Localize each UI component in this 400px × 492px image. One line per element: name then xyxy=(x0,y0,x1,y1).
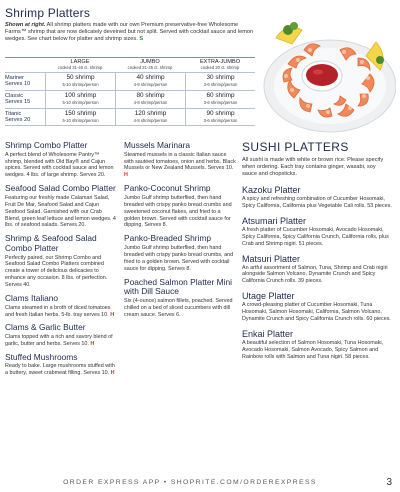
item-body: Clams steamed in a broth of diced tomatoes and fresh Italian herbs. 5-lb. tray serves 10. xyxy=(5,304,111,318)
item-body: Steamed mussels in a classic Italian sauce with sautéed tomatoes, onion and herbs. Black Mussels or New Zealand Mussels. Serves 10. xyxy=(124,151,236,172)
item-body: Clams topped with a rich and savory blend of garlic, butter and herbs. Serves 10. xyxy=(5,334,113,347)
table-cell xyxy=(185,73,255,90)
shrimp-count: 80 shrimp xyxy=(136,92,165,99)
menu-item xyxy=(5,323,117,347)
sushi-section-title: SUSHI PLATTERS xyxy=(242,140,349,154)
page-number: 3 xyxy=(386,477,392,488)
per-person: 3-6 shrimp/person xyxy=(203,81,238,87)
item-title: Panko-Breaded Shrimp xyxy=(124,233,212,244)
shrimp-count: 40 shrimp xyxy=(136,74,165,81)
sushi-platters-column xyxy=(242,141,392,367)
item-title: Atsumari Platter xyxy=(242,215,307,226)
item-description xyxy=(124,152,236,180)
menu-item xyxy=(124,141,236,179)
table-cell xyxy=(115,91,185,108)
shrimp-count: 30 shrimp xyxy=(206,74,235,81)
seafood-column-middle xyxy=(124,141,236,323)
table-cell xyxy=(45,109,115,125)
item-title: Matsuri Platter xyxy=(242,253,301,264)
column-sub: cooked 21-25 ct. shrimp xyxy=(127,65,173,70)
platter-serves: Serves 20 xyxy=(5,117,31,124)
column-label: EXTRA-JUMBO xyxy=(199,59,241,65)
section-title: Shrimp Platters xyxy=(5,6,91,20)
item-description: Perfectly paired, our Shrimp Combo and Seafood Salad Combo Platters combined create a tower of delicious delicacies to enhance any occasion. 8 lbs. of perfection. Serves 40. xyxy=(5,254,108,289)
shrimp-count: 50 shrimp xyxy=(66,74,95,81)
per-person: 5-10 shrimp/person xyxy=(62,81,99,87)
menu-item xyxy=(242,254,392,286)
column-header xyxy=(115,58,185,72)
item-title: Enkai Platter xyxy=(242,328,294,339)
seafood-column-left xyxy=(5,141,117,382)
heat-mark: H xyxy=(110,311,115,318)
menu-item xyxy=(124,278,236,319)
platter-serves: Serves 15 xyxy=(5,99,31,106)
menu-item xyxy=(242,329,392,361)
shrimp-size-table xyxy=(5,57,255,126)
item-description: Jumbo Gulf shrimp butterflied, then hand breaded with crispy panko bread crumbs and sweetened coconut flakes, and fried to a golden brown. Served with cocktail sauce for dipping. Serves 8. xyxy=(124,194,232,229)
item-description: A beautiful selection of Salmon Hosomaki, Tuna Hosomaki, Avocado Hosomaki, Salmon Avocado, Spicy Salmon and Rainbow rolls with Salmon and Tuna nigiri. 58 pieces. xyxy=(242,339,384,360)
item-description: A fresh platter of Cucumber Hosomaki, Avocado Hosomaki, Spicy California, Spicy California Crunch, California rolls, plus Crab and Shrimp nigiri. 51 pieces. xyxy=(242,226,389,247)
item-description: An artful assortment of Salmon, Tuna, Shrimp and Crab nigiri alongside Salmon Volcano, Dynamite Crunch and Spicy California Crunch rolls. 39 pieces. xyxy=(242,264,388,285)
table-cell xyxy=(45,91,115,108)
column-header xyxy=(185,58,255,72)
menu-item xyxy=(5,353,117,377)
sushi-intro: All sushi is made with white or brown rice. Please specify when ordering. Each tray contains ginger, wasabi, soy sauce and chopsticks. xyxy=(242,157,384,177)
table-row xyxy=(5,90,255,108)
item-title: Poached Salmon Platter Mini with Dill Sauce xyxy=(124,276,232,297)
steamed-mark: S xyxy=(139,36,144,43)
per-person: 5-10 shrimp/person xyxy=(62,117,99,123)
per-person: 3-6 shrimp/person xyxy=(203,117,238,123)
item-description xyxy=(5,363,117,377)
table-cell xyxy=(115,109,185,125)
row-name xyxy=(5,73,45,90)
page-footer xyxy=(0,477,400,491)
per-person: 5-10 shrimp/person xyxy=(62,99,99,105)
menu-item xyxy=(242,291,392,323)
platter-serves: Serves 10 xyxy=(5,81,31,88)
shrimp-count: 100 shrimp xyxy=(64,92,97,99)
shrimp-count: 120 shrimp xyxy=(134,110,167,117)
shrimp-platters-intro xyxy=(5,6,257,44)
table-row xyxy=(5,72,255,90)
menu-item xyxy=(5,294,117,318)
order-express-link[interactable]: ORDER EXPRESS APP • SHOPRITE.COM/ORDEREXPRESS xyxy=(63,479,317,486)
heat-mark: H xyxy=(124,172,128,179)
column-sub: cooked 31-40 ct. shrimp xyxy=(57,65,103,70)
table-corner xyxy=(5,58,45,72)
per-person: 4-8 shrimp/person xyxy=(133,117,168,123)
item-title: Panko-Coconut Shrimp xyxy=(124,183,211,194)
shrimp-count: 90 shrimp xyxy=(206,110,235,117)
item-title: Kazoku Platter xyxy=(242,185,301,195)
platter-name: Titanic xyxy=(5,111,22,117)
shrimp-count: 60 shrimp xyxy=(206,92,235,99)
item-title: Shrimp Combo Platter xyxy=(5,140,88,150)
item-description: Six (4-ounce) salmon fillets, poached. Served chilled on a bed of sliced cucumbers with dill cream sauce. Serves 6. xyxy=(124,297,233,318)
item-title: Shrimp & Seafood Salad Combo Platter xyxy=(5,233,97,253)
shrimp-count: 150 shrimp xyxy=(64,110,97,117)
column-sub: cooked 20 ct. shrimp xyxy=(200,65,240,70)
table-cell xyxy=(185,109,255,125)
item-description xyxy=(5,305,117,319)
platter-name: Mariner xyxy=(5,75,24,81)
row-name xyxy=(5,109,45,125)
menu-item xyxy=(5,141,117,179)
table-cell xyxy=(45,73,115,90)
item-title: Stuffed Mushrooms xyxy=(5,351,78,362)
item-title: Clams & Garlic Butter xyxy=(5,322,86,333)
item-description: Jumbo Gulf shrimp butterflied, then hand breaded with crispy panko bread crumbs, and fried to a golden brown. Served with cocktail sauce for dipping. Serves 8. xyxy=(124,244,234,272)
item-title: Mussels Marinara xyxy=(124,140,191,150)
item-description: A spicy and refreshing combination of Cucumber Hosomaki, Spicy California, California plus Vegetable Cali rolls. 53 pieces. xyxy=(242,196,392,209)
table-cell xyxy=(185,91,255,108)
row-name xyxy=(5,91,45,108)
item-title: Utage Platter xyxy=(242,291,295,302)
table-header xyxy=(5,58,255,72)
menu-item xyxy=(124,184,236,229)
menu-item xyxy=(5,234,117,289)
per-person: 4-8 shrimp/person xyxy=(133,81,168,87)
menu-item xyxy=(5,184,117,229)
menu-item xyxy=(242,216,392,248)
heat-mark: H xyxy=(110,370,115,377)
platter-name: Classic xyxy=(5,93,24,99)
item-body: Ready to bake. Large mushrooms stuffed with a buttery, sweet crabmeat filling. Serves 10. xyxy=(5,363,115,377)
per-person: 4-8 shrimp/person xyxy=(133,99,168,105)
intro-lead: Shown at right. xyxy=(5,22,46,28)
item-description xyxy=(5,334,117,348)
intro-text xyxy=(5,22,257,44)
menu-item xyxy=(242,185,392,210)
item-title: Seafood Salad Combo Platter xyxy=(5,183,116,194)
table-row xyxy=(5,108,255,126)
column-label: JUMBO xyxy=(140,59,160,65)
item-title: Clams Italiano xyxy=(5,293,59,304)
menu-item xyxy=(124,234,236,272)
shrimp-platter-photo xyxy=(258,4,396,136)
item-description: A crowd-pleasing platter of Cucumber Hosomaki, Tuna Hosomaki, Salmon Hosomaki, California, Salmon Volcano, Dynamite Crunch and Spicy California Crunch rolls. 60 pieces. xyxy=(242,302,391,323)
heat-mark: H xyxy=(90,340,95,347)
item-description: Featuring our freshly made Calamari Salad, Fruit De Mar, Seafood Salad and Cajun Seafood Salad. Garnished with our Crab Blend, green leaf lettuce and lemon wedges. 4 lbs. of seafood salads. Serves 20. xyxy=(5,194,116,229)
table-cell xyxy=(115,73,185,90)
item-description: A perfect blend of Wholesome Pantry™ shrimp, blended with Old Bay® and Cajun spices. Served with cocktail sauce and lemon wedges. 4 lbs. of large shrimp. Serves 20. xyxy=(5,151,114,179)
column-label: LARGE xyxy=(70,59,90,65)
intro-body: All shrimp platters made with our own Premium preservative-free Wholesome Farms™ shrimp that are now delicately deveined but not split. Served with cocktail sauce and lemon wedges. See chart below for platter and shrimp sizes. xyxy=(5,22,254,43)
per-person: 3-6 shrimp/person xyxy=(203,99,238,105)
column-header xyxy=(45,58,115,72)
